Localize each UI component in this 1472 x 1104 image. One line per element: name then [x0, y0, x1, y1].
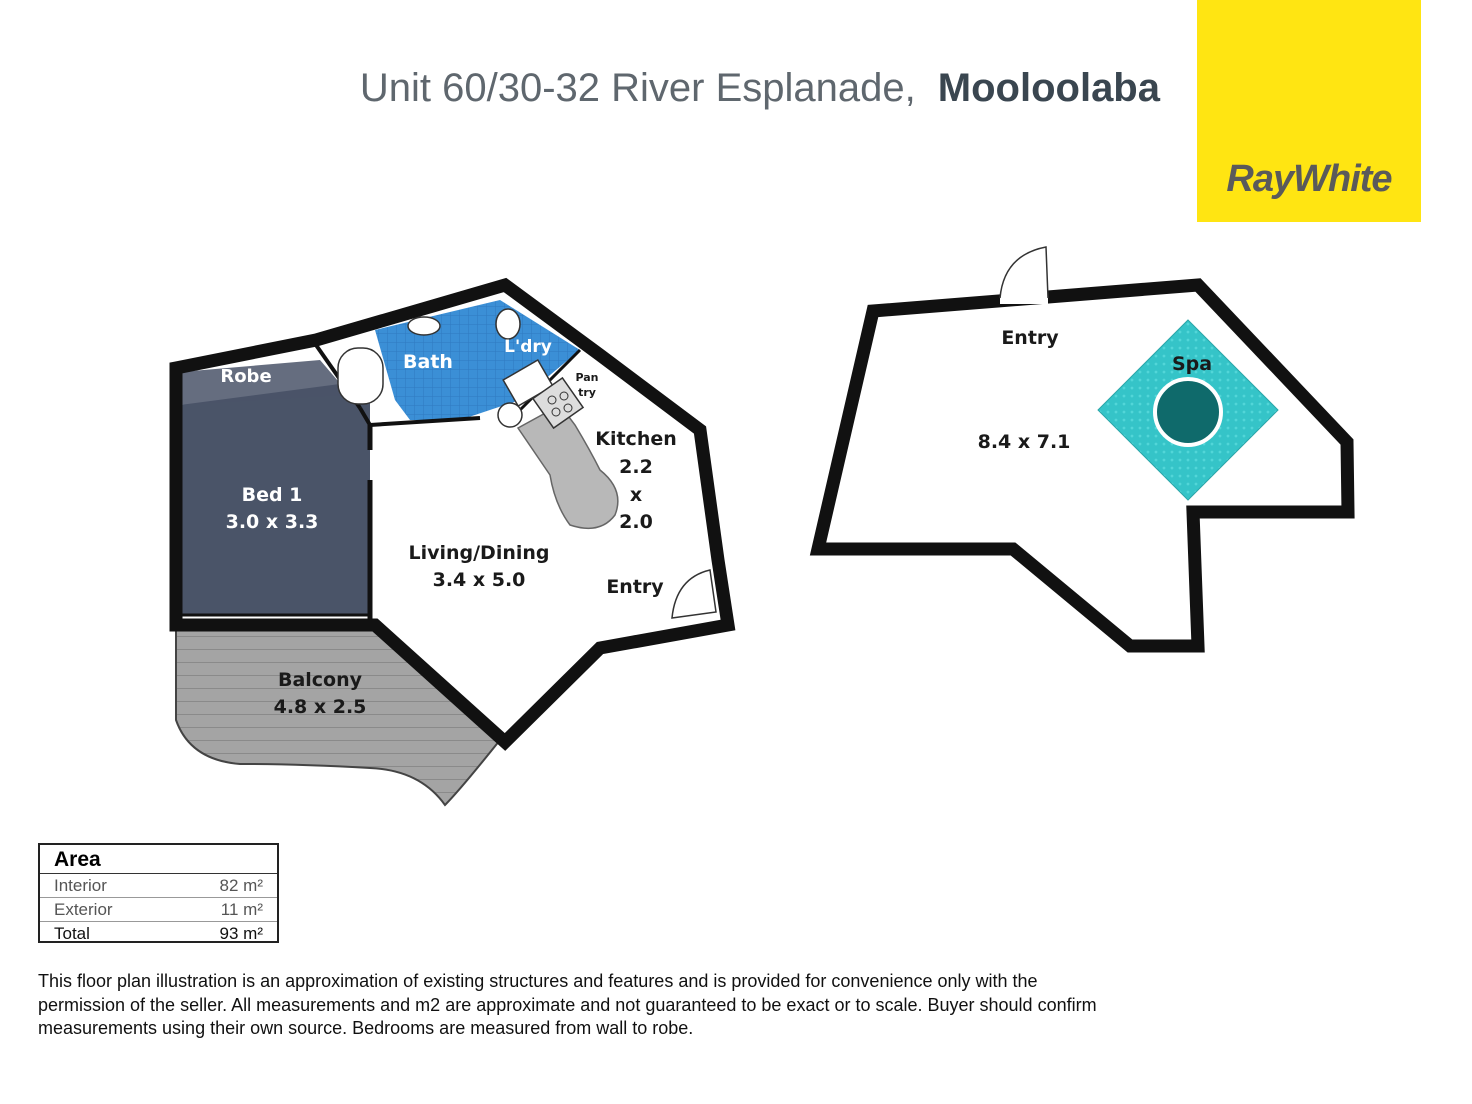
table-row — [40, 898, 277, 922]
suburb-text: Mooloolaba — [937, 66, 1160, 110]
bed-label: Bed 1 — [241, 484, 303, 506]
bed-dim: 3.0 x 3.3 — [225, 511, 319, 533]
bathtub-icon — [338, 348, 383, 404]
toilet-icon — [496, 309, 520, 339]
balcony-dim: 4.8 x 2.5 — [273, 696, 367, 718]
living-dim: 3.4 x 5.0 — [432, 569, 526, 591]
area-row-value: 93 m² — [219, 924, 263, 943]
roof-entry-label: Entry — [1001, 327, 1059, 349]
kitchen-dim-2: x — [629, 484, 643, 506]
area-row-value: 82 m² — [219, 876, 263, 895]
balcony-label: Balcony — [277, 669, 363, 691]
entry-door — [672, 570, 716, 618]
table-row — [40, 874, 277, 898]
area-table-title: Area — [40, 845, 277, 874]
spa-label: Spa — [1171, 353, 1213, 375]
laundry-label: L'dry — [504, 337, 552, 357]
robe-label: Robe — [220, 366, 272, 387]
area-row-label: Interior — [54, 876, 107, 895]
roof-entry-door — [1000, 247, 1048, 298]
address-text: Unit 60/30-32 River Esplanade, — [359, 66, 916, 110]
kitchen-label: Kitchen — [595, 428, 677, 450]
disclaimer-text: This floor plan illustration is an approximation of existing structures and features and is provided for convenience only with the permission of the seller. All measurements and m2 are approximate and not guaranteed to be exact or to scale. Buyer should confirm measurements using their own source. Bedrooms are measured from wall to robe. — [38, 971, 1097, 1038]
table-row — [40, 922, 277, 945]
pantry-label-1: Pan — [575, 371, 599, 384]
logo-text: RayWhite — [1226, 158, 1392, 200]
kitchen-dim-3: 2.0 — [619, 511, 653, 533]
living-label: Living/Dining — [408, 542, 550, 564]
kitchen-bench — [518, 405, 618, 528]
bath-label: Bath — [403, 351, 453, 373]
entry-label: Entry — [606, 576, 664, 598]
roof-walls — [818, 285, 1348, 646]
area-table — [38, 843, 279, 943]
area-row-label: Exterior — [54, 900, 113, 919]
area-row-label: Total — [54, 924, 90, 943]
sink-icon — [498, 403, 522, 427]
pantry-label-2: try — [578, 386, 596, 399]
spa-pool-icon — [1155, 379, 1221, 445]
roof-dim: 8.4 x 7.1 — [977, 431, 1071, 453]
area-row-value: 11 m² — [220, 900, 263, 919]
basin-icon — [408, 317, 440, 335]
kitchen-dim-1: 2.2 — [619, 456, 653, 478]
